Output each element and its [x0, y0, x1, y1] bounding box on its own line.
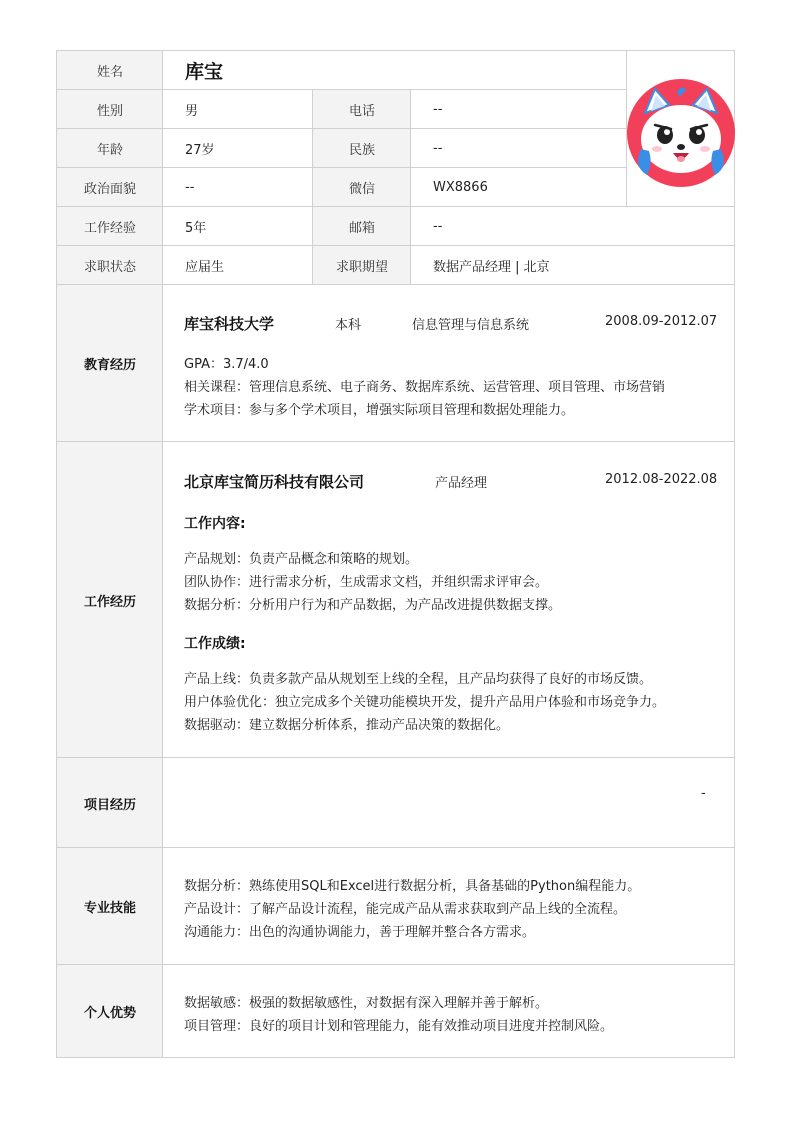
name-label: 姓名	[57, 51, 163, 90]
advantages-line: 数据敏感：极强的数据敏感性，对数据有深入理解并善于解析。	[184, 996, 549, 1011]
grid-line	[57, 167, 626, 168]
education-line: 相关课程：管理信息系统、电子商务、数据库系统、运营管理、项目管理、市场营销	[184, 380, 666, 395]
skills-line: 数据分析：熟练使用SQL和Excel进行数据分析，具备基础的Python编程能力。	[184, 879, 641, 894]
grid-line	[57, 89, 626, 90]
cat-mascot-icon	[627, 79, 735, 187]
grid-line	[57, 245, 734, 246]
wechat-label: 微信	[313, 168, 411, 207]
work-result-line: 产品上线：负责多款产品从规划至上线的全程，且产品均获得了良好的市场反馈。	[184, 672, 653, 687]
age-label: 年龄	[57, 129, 163, 168]
work-content-line: 数据分析：分析用户行为和产品数据，为产品改进提供数据支撑。	[184, 598, 562, 613]
expect-value: 数据产品经理 | 北京	[433, 260, 550, 275]
education-major: 信息管理与信息系统	[412, 318, 530, 333]
work-result-title: 工作成绩:	[184, 636, 246, 652]
advantages-label: 个人优势	[57, 965, 163, 1057]
education-label: 教育经历	[57, 285, 163, 442]
grid-line	[57, 284, 734, 285]
age-value: 27岁	[185, 143, 215, 158]
education-line: GPA：3.7/4.0	[184, 357, 269, 372]
project-label: 项目经历	[57, 758, 163, 848]
advantages-line: 项目管理：良好的项目计划和管理能力，能有效推动项目进度并控制风险。	[184, 1019, 614, 1034]
gender-value: 男	[185, 104, 199, 119]
politics-value: --	[185, 180, 195, 195]
candidate-name: 库宝	[185, 61, 224, 83]
phone-value: --	[433, 102, 443, 117]
work-content-title: 工作内容:	[184, 516, 246, 532]
grid-line	[162, 51, 163, 1057]
status-value: 应届生	[185, 260, 225, 275]
work-content-line: 产品规划：负责产品概念和策略的规划。	[184, 552, 419, 567]
work-result-line: 数据驱动：建立数据分析体系，推动产品决策的数据化。	[184, 718, 510, 733]
grid-line	[57, 757, 734, 758]
experience-value: 5年	[185, 221, 207, 236]
grid-line	[57, 206, 734, 207]
grid-line	[410, 90, 411, 285]
gender-label: 性别	[57, 90, 163, 129]
project-value: -	[701, 786, 706, 801]
education-period: 2008.09-2012.07	[605, 314, 718, 329]
education-line: 学术项目：参与多个学术项目，增强实际项目管理和数据处理能力。	[184, 403, 575, 418]
wechat-value: WX8866	[433, 180, 488, 195]
grid-line	[57, 964, 734, 965]
name-value	[163, 51, 626, 90]
experience-label: 工作经验	[57, 207, 163, 246]
work-label: 工作经历	[57, 442, 163, 758]
education-degree: 本科	[335, 318, 362, 333]
education-school: 库宝科技大学	[184, 315, 275, 333]
email-value: --	[433, 219, 443, 234]
resume-sheet	[56, 50, 735, 1058]
work-company: 北京库宝简历科技有限公司	[184, 473, 365, 491]
status-label: 求职状态	[57, 246, 163, 285]
work-period: 2012.08-2022.08	[605, 472, 718, 487]
expect-label: 求职期望	[313, 246, 411, 285]
avatar	[627, 79, 735, 187]
ethnicity-value: --	[433, 141, 443, 156]
skills-line: 沟通能力：出色的沟通协调能力，善于理解并整合各方需求。	[184, 925, 536, 940]
work-content-line: 团队协作：进行需求分析，生成需求文档，并组织需求评审会。	[184, 575, 549, 590]
work-position: 产品经理	[435, 476, 488, 491]
phone-label: 电话	[313, 90, 411, 129]
email-label: 邮箱	[313, 207, 411, 246]
skills-label: 专业技能	[57, 848, 163, 965]
grid-line	[57, 441, 734, 442]
grid-line	[57, 847, 734, 848]
grid-line	[57, 128, 626, 129]
politics-label: 政治面貌	[57, 168, 163, 207]
grid-line	[312, 90, 313, 285]
skills-line: 产品设计：了解产品设计流程，能完成产品从需求获取到产品上线的全流程。	[184, 902, 627, 917]
work-result-line: 用户体验优化：独立完成多个关键功能模块开发，提升产品用户体验和市场竞争力。	[184, 695, 666, 710]
ethnicity-label: 民族	[313, 129, 411, 168]
